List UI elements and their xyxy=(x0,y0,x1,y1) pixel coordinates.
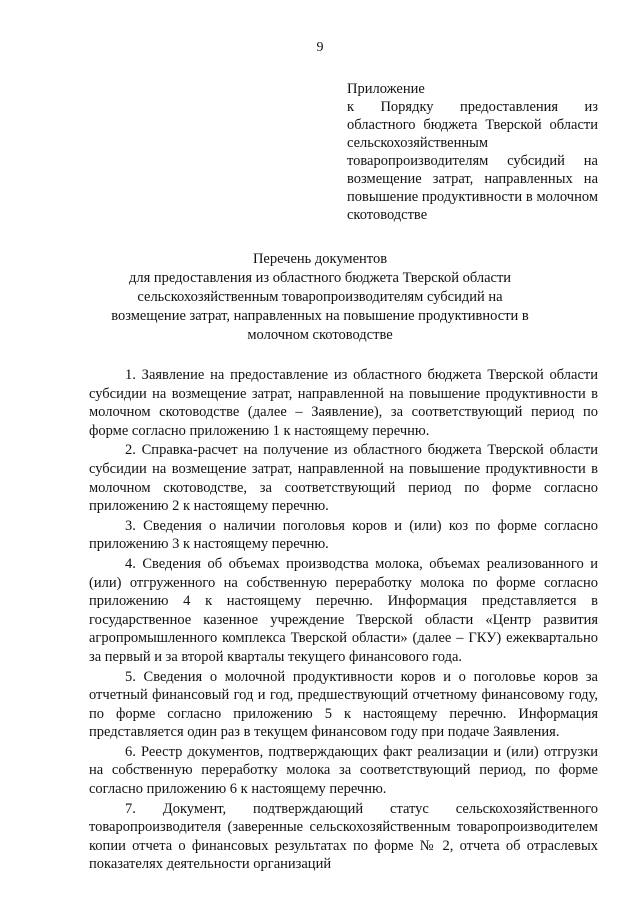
title-line-2: для предоставления из областного бюджета Тверской области сельскохозяйственным товаропроизводителям субсидий на возмещение затрат, направленных на повышение продуктивности в молочном скотоводстве xyxy=(111,270,529,343)
list-item: 7. Документ, подтверждающий статус сельскохозяйственного товаропроизводителя (заверенные сельскохозяйственным товаропроизводителем копии отчета о финансовых результатах по форме № 2, отчета об отраслевых показателях деятельности организаций xyxy=(89,800,598,873)
appendix-heading: Приложение xyxy=(347,81,425,97)
document-title xyxy=(100,250,540,345)
list-item: 1. Заявление на предоставление из областного бюджета Тверской области субсидии на возмещение затрат, направленной на повышение продуктивности в молочном скотоводстве (далее – Заявление), за соответствующий период по форме согласно приложению 1 к настоящему перечню. xyxy=(89,367,598,439)
list-item: 3. Сведения о наличии поголовья коров и (или) коз по форме согласно приложению 3 к настоящему перечню. xyxy=(89,517,598,553)
list-item: 6. Реестр документов, подтверждающих факт реализации и (или) отгрузки на собственную переработку молока за соответствующий период, по форме согласно приложению 6 к настоящему перечню. xyxy=(89,743,598,798)
appendix-text: к Порядку предоставления из областного бюджета Тверской области сельскохозяйственным товаропроизводителям субсидий на возмещение затрат, направленных на повышение продуктивности в молочном скотоводстве xyxy=(347,99,598,223)
list-item: 2. Справка-расчет на получение из областного бюджета Тверской области субсидии на возмещение затрат, направленной на повышение продуктивности в молочном скотоводстве, за соответствующий период по форме согласно приложению 2 к настоящему перечню. xyxy=(89,442,598,515)
page-number: 9 xyxy=(316,40,324,55)
appendix-block xyxy=(347,80,598,224)
list-item: 4. Сведения об объемах производства молока, объемах реализованного и (или) отгруженного на собственную переработку молока по форме согласно приложению 4 к настоящему перечню. Информация представляется в государственное казенное учреждение Тверской области «Центр развития агропромышленного комплекса Тверской области» (далее – ГКУ) ежеквартально за первый и за второй кварталы текущего финансового года. xyxy=(89,555,598,665)
document-list xyxy=(89,366,598,874)
title-line-1: Перечень документов xyxy=(252,251,388,267)
list-item: 5. Сведения о молочной продуктивности коров и о поголовье коров за отчетный финансовый год и год, предшествующий отчетному финансовому году, по форме согласно приложению 5 к настоящему перечню. Информация представляется один раз в текущем финансовом году при подаче Заявления. xyxy=(89,668,598,741)
